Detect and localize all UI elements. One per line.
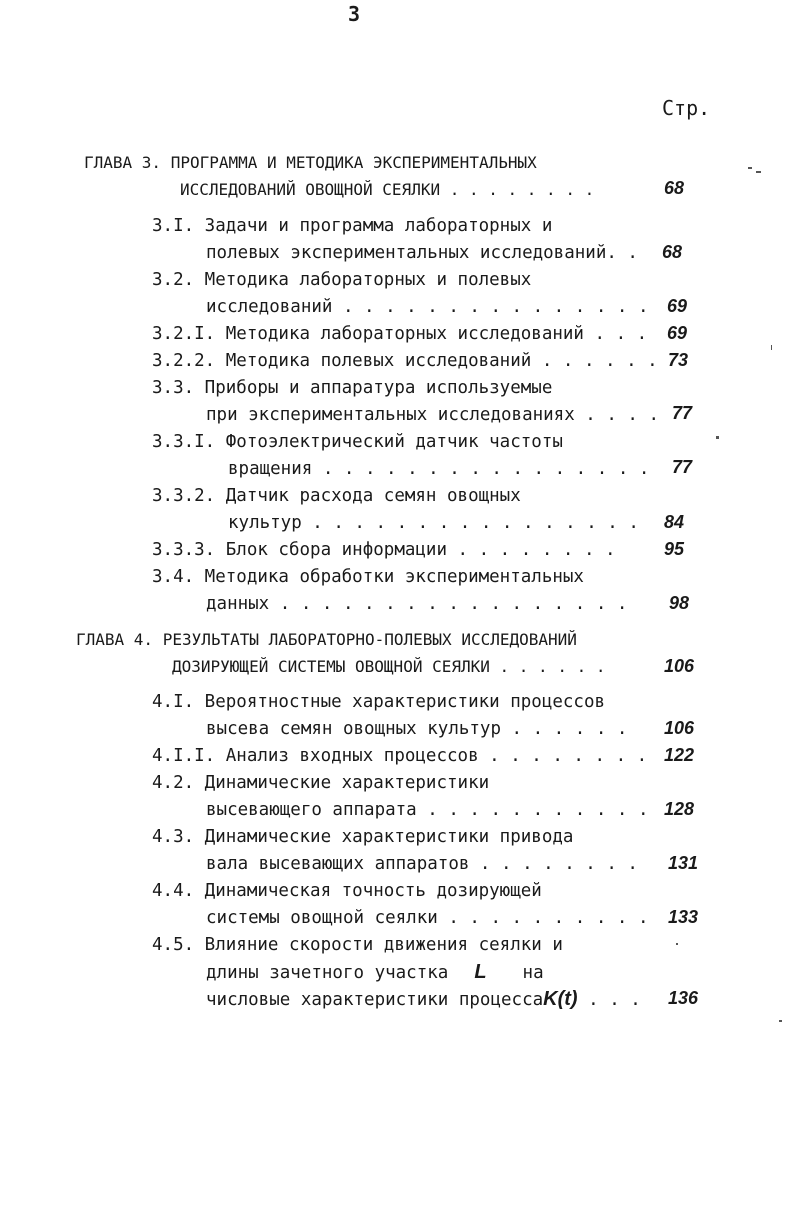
page-column-label: Стр. — [662, 96, 711, 120]
toc-page: 128 — [664, 799, 695, 819]
toc-entry-3-2-2: 3.2.2. Методика полевых исследований . . . . . . — [152, 351, 658, 371]
toc-entry-4-5-cont-2 — [206, 989, 641, 1010]
toc-entry-text: длины зачетного участка — [206, 963, 449, 983]
toc-page: 136 — [668, 988, 699, 1008]
toc-page: 106 — [664, 718, 695, 738]
toc-entry-3-3-1-cont: вращения . . . . . . . . . . . . . . . . — [228, 459, 650, 479]
toc-entry-3-3-2: 3.3.2. Датчик расхода семян овощных — [152, 486, 521, 506]
scan-speck — [756, 171, 761, 173]
toc-entry-3-4: 3.4. Методика обработки экспериментальных — [152, 567, 584, 587]
toc-entry-3-4-cont: данных . . . . . . . . . . . . . . . . . — [206, 594, 628, 614]
toc-entry-4-5: 4.5. Влияние скорости движения сеялки и — [152, 935, 563, 955]
toc-page: 133 — [668, 907, 699, 927]
toc-page: 84 — [664, 512, 685, 532]
toc-leader-dots: . . . — [577, 990, 641, 1010]
toc-entry-4-1-cont: высева семян овощных культур . . . . . . — [206, 719, 628, 739]
toc-entry-4-1-1: 4.I.I. Анализ входных процессов . . . . . . . . — [152, 746, 648, 766]
toc-page: 95 — [664, 539, 685, 559]
toc-entry-4-2-cont: высевающего аппарата . . . . . . . . . . . — [206, 800, 649, 820]
scan-speck — [716, 436, 719, 439]
toc-entry-3-3-2-cont: культур . . . . . . . . . . . . . . . . — [228, 513, 639, 533]
toc-page: 69 — [667, 323, 688, 343]
toc-page: 73 — [668, 350, 689, 370]
toc-entry-4-3: 4.3. Динамические характеристики привода — [152, 827, 574, 847]
toc-page: 131 — [668, 853, 699, 873]
toc-chapter-3-title: ГЛАВА 3. ПРОГРАММА И МЕТОДИКА ЭКСПЕРИМЕНТАЛЬНЫХ — [84, 153, 537, 172]
toc-page: 68 — [664, 178, 685, 198]
symbol-l: L — [474, 961, 487, 983]
toc-entry-4-2: 4.2. Динамические характеристики — [152, 773, 490, 793]
page-number: 3 — [348, 2, 361, 26]
toc-entry-4-1: 4.I. Вероятностные характеристики процессов — [152, 692, 606, 712]
toc-entry-text: числовые характеристики процесса — [206, 990, 544, 1010]
toc-page: 77 — [672, 403, 693, 423]
toc-entry-3-2: 3.2. Методика лабораторных и полевых — [152, 270, 532, 290]
toc-entry-3-2-cont: исследований . . . . . . . . . . . . . . . — [206, 297, 649, 317]
symbol-k-of-t: K(t) — [543, 988, 578, 1010]
toc-entry-4-5-cont — [206, 962, 544, 983]
toc-entry-3-3: 3.3. Приборы и аппаратура используемые — [152, 378, 553, 398]
toc-entry-text: на — [522, 963, 544, 983]
scan-speck — [771, 345, 772, 350]
toc-entry-4-3-cont: вала высевающих аппаратов . . . . . . . . — [206, 854, 638, 874]
scan-speck — [676, 943, 678, 945]
toc-chapter-3-title-cont: ИССЛЕДОВАНИЙ ОВОЩНОЙ СЕЯЛКИ . . . . . . . . — [180, 180, 595, 199]
toc-entry-4-4-cont: системы овощной сеялки . . . . . . . . . . — [206, 908, 649, 928]
scan-speck — [779, 1020, 782, 1022]
toc-entry-3-1-cont: полевых экспериментальных исследований. . — [206, 243, 638, 263]
toc-page: 69 — [667, 296, 688, 316]
toc-entry-3-3-3: 3.3.3. Блок сбора информации . . . . . . . . — [152, 540, 616, 560]
scan-speck — [748, 167, 752, 169]
toc-chapter-4-title-cont: ДОЗИРУЮЩЕЙ СИСТЕМЫ ОВОЩНОЙ СЕЯЛКИ . . . . . . — [172, 657, 606, 676]
toc-page: 77 — [672, 457, 693, 477]
toc-page: 106 — [664, 656, 695, 676]
toc-entry-4-4: 4.4. Динамическая точность дозирующей — [152, 881, 542, 901]
toc-entry-3-1: 3.I. Задачи и программа лабораторных и — [152, 216, 553, 236]
toc-entry-3-3-1: 3.3.I. Фотоэлектрический датчик частоты — [152, 432, 563, 452]
toc-page: 68 — [662, 242, 683, 262]
toc-entry-3-2-1: 3.2.I. Методика лабораторных исследований . . . — [152, 324, 648, 344]
toc-page: 122 — [664, 745, 695, 765]
toc-chapter-4-title: ГЛАВА 4. РЕЗУЛЬТАТЫ ЛАБОРАТОРНО-ПОЛЕВЫХ ИССЛЕДОВАНИЙ — [76, 630, 577, 649]
toc-page: 98 — [669, 593, 690, 613]
toc-entry-3-3-cont: при экспериментальных исследованиях . . . . — [206, 405, 660, 425]
